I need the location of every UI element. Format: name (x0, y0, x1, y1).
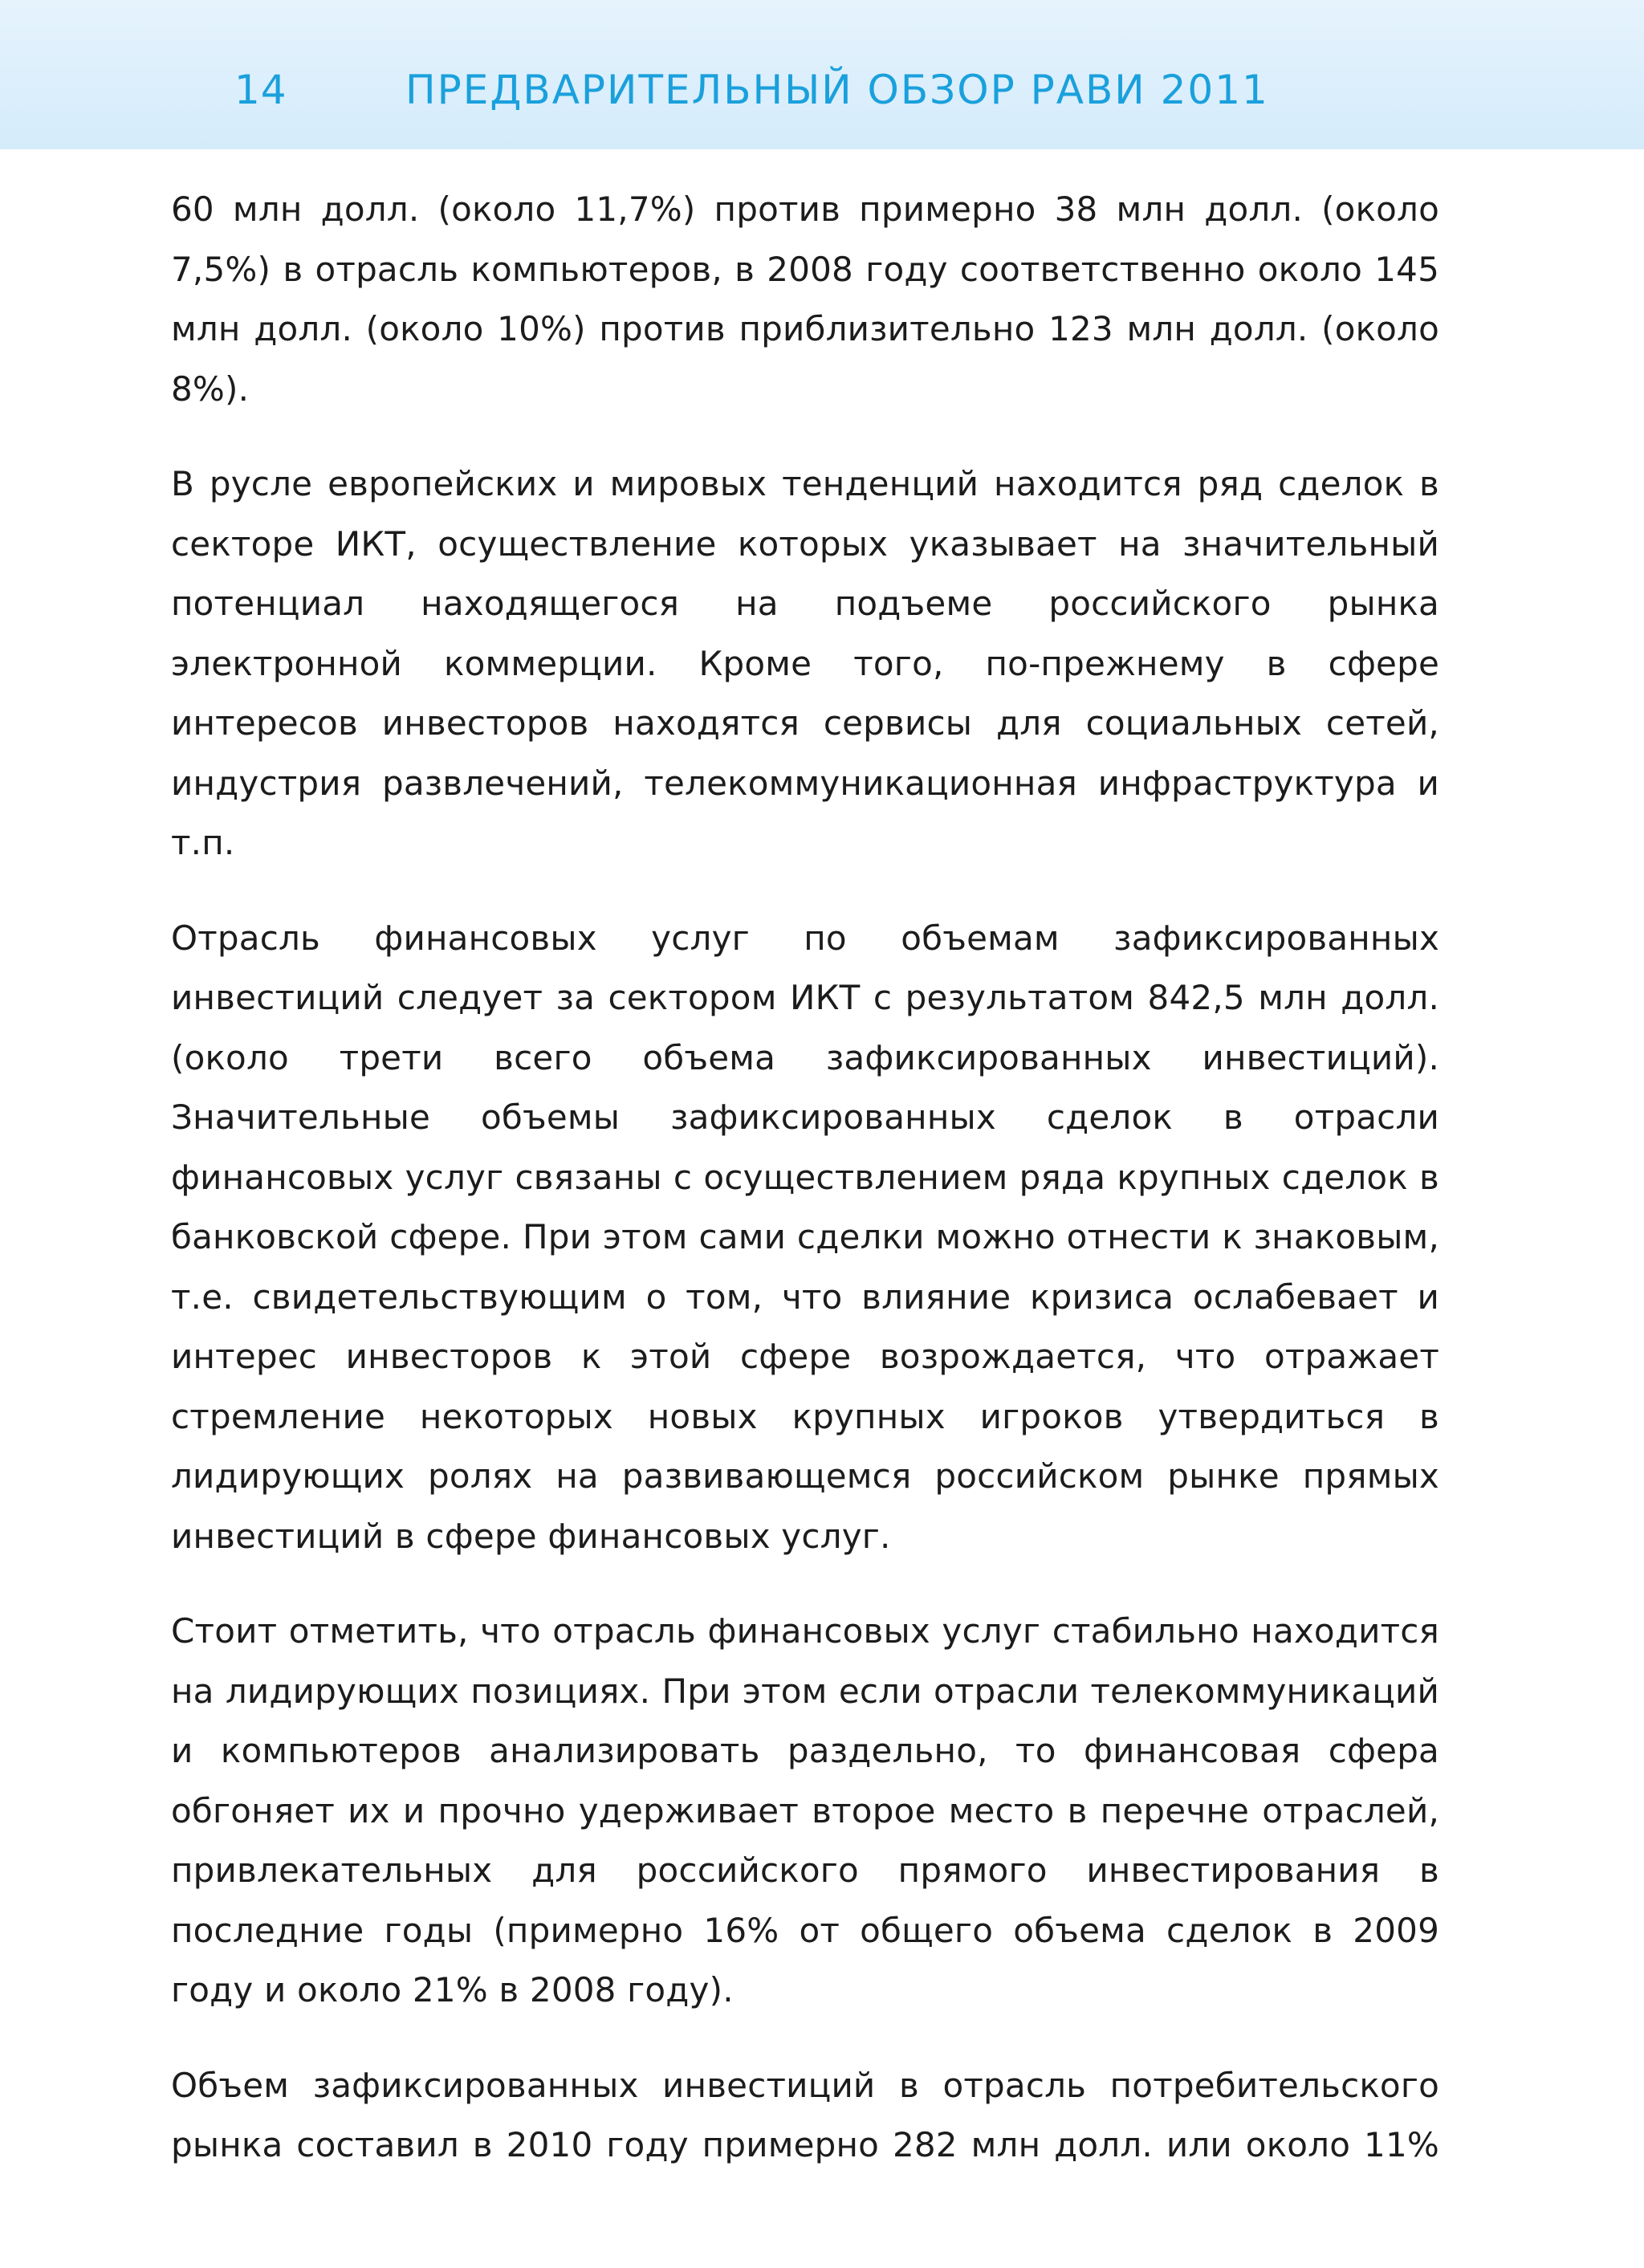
running-title: ПРЕДВАРИТЕЛЬНЫЙ ОБЗОР РАВИ 2011 (405, 67, 1269, 113)
page-number: 14 (234, 67, 287, 113)
paragraph-3: Отрасль финансовых услуг по объемам зафиксированных инвестиций следует за сектором ИКТ с результатом 842,5 млн долл. (около трети всего объема зафиксированных инвестиций). Значительные объемы зафиксированных сделок в отрасли финансовых услуг связаны с осуществлением ряда крупных сделок в банковской сфере. При этом сами сделки можно отнести к знаковым, т.е. свидетельствующим о том, что влияние кризиса ослабевает и интерес инвесторов к этой сфере возрождается, что отражает стремление некоторых новых крупных игроков утвердиться в лидирующих ролях на развивающемся российском рынке прямых инвестиций в сфере финансовых услуг. (171, 918, 1439, 1556)
paragraph-2: В русле европейских и мировых тенденций находится ряд сделок в секторе ИКТ, осуществление которых указывает на значительный потенциал находящегося на подъеме российского рынка электронной коммерции. Кроме того, по-прежнему в сфере интересов инвесторов находятся сервисы для социальных сетей, индустрия развлечений, телекоммуникационная инфраструктура и т.п. (171, 464, 1439, 862)
page-header (0, 0, 1644, 149)
paragraph-4: Стоит отметить, что отрасль финансовых услуг стабильно находится на лидирующих позициях. При этом если отрасли телекоммуникаций и компьютеров анализировать раздельно, то финансовая сфера обгоняет их и прочно удерживает второе место в перечне отраслей, привлекательных для российского прямого инвестирования в последние годы (примерно 16% от общего объема сделок в 2009 году и около 21% в 2008 году). (171, 1611, 1439, 2009)
body-text (171, 180, 1439, 2211)
paragraph-5: Объем зафиксированных инвестиций в отрасль потребительского рынка составил в 2010 году примерно 282 млн долл. или около 11% (171, 2065, 1439, 2164)
paragraph-1: 60 млн долл. (около 11,7%) против примерно 38 млн долл. (около 7,5%) в отрасль компьютеров, в 2008 году соответственно около 145 млн долл. (около 10%) против приблизительно 123 млн долл. (около 8%). (171, 189, 1439, 409)
